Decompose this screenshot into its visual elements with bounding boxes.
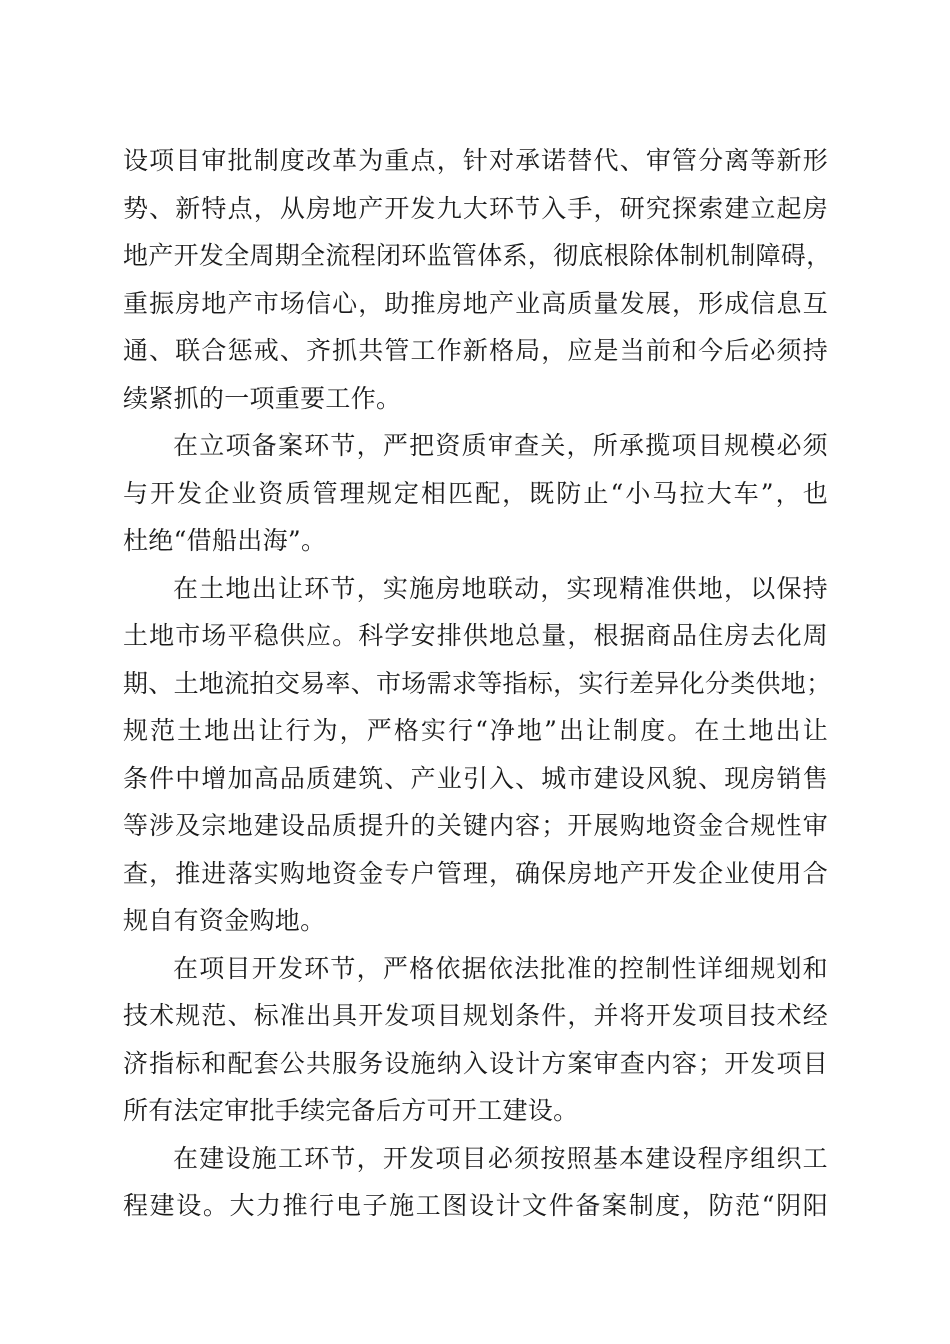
text-line: 规自有资金购地。	[123, 906, 326, 935]
text-line: 程建设。大力推行电子施工图设计文件备案制度，防范“阴阳	[123, 1191, 828, 1220]
text-line: 所有法定审批手续完备后方可开工建设。	[123, 1096, 579, 1125]
text-line: 设项目审批制度改革为重点，针对承诺替代、审管分离等新形	[123, 146, 828, 175]
text-line: 在立项备案环节，严把资质审查关，所承揽项目规模必须	[173, 431, 828, 460]
text-line: 地产开发全周期全流程闭环监管体系，彻底根除体制机制障碍，	[123, 241, 832, 270]
text-line: 在建设施工环节，开发项目必须按照基本建设程序组织工	[173, 1143, 828, 1173]
text-line: 规范土地出让行为，严格实行“净地”出让制度。在土地出让	[123, 716, 828, 745]
text-line: 续紧抓的一项重要工作。	[123, 383, 402, 413]
text-line: 等涉及宗地建设品质提升的关键内容；开展购地资金合规性审	[123, 811, 828, 840]
text-line: 技术规范、标准出具开发项目规划条件，并将开发项目技术经	[123, 1001, 828, 1030]
text-line: 杜绝“借船出海”。	[123, 526, 327, 555]
text-line: 在土地出让环节，实施房地联动，实现精准供地，以保持	[173, 573, 828, 603]
text-line: 势、新特点，从房地产开发九大环节入手，研究探索建立起房	[123, 193, 828, 223]
text-line: 期、土地流拍交易率、市场需求等指标，实行差异化分类供地；	[123, 668, 832, 698]
paragraph	[123, 137, 832, 422]
document-body	[123, 137, 832, 1230]
text-line: 查，推进落实购地资金专户管理，确保房地产开发企业使用合	[123, 858, 828, 888]
text-line: 重振房地产市场信心，助推房地产业高质量发展，形成信息互	[123, 288, 828, 318]
text-line: 条件中增加高品质建筑、产业引入、城市建设风貌、现房销售	[123, 763, 828, 793]
paragraph	[123, 945, 828, 1135]
paragraph	[123, 422, 828, 565]
text-line: 济指标和配套公共服务设施纳入设计方案审查内容；开发项目	[123, 1048, 828, 1078]
text-line: 在项目开发环节，严格依据依法批准的控制性详细规划和	[173, 953, 828, 983]
text-line: 与开发企业资质管理规定相匹配，既防止“小马拉大车”，也	[123, 478, 828, 508]
paragraph	[123, 565, 832, 945]
paragraph	[123, 1135, 828, 1230]
text-line: 通、联合惩戒、齐抓共管工作新格局，应是当前和今后必须持	[123, 336, 828, 365]
text-line: 土地市场平稳供应。科学安排供地总量，根据商品住房去化周	[123, 621, 828, 650]
